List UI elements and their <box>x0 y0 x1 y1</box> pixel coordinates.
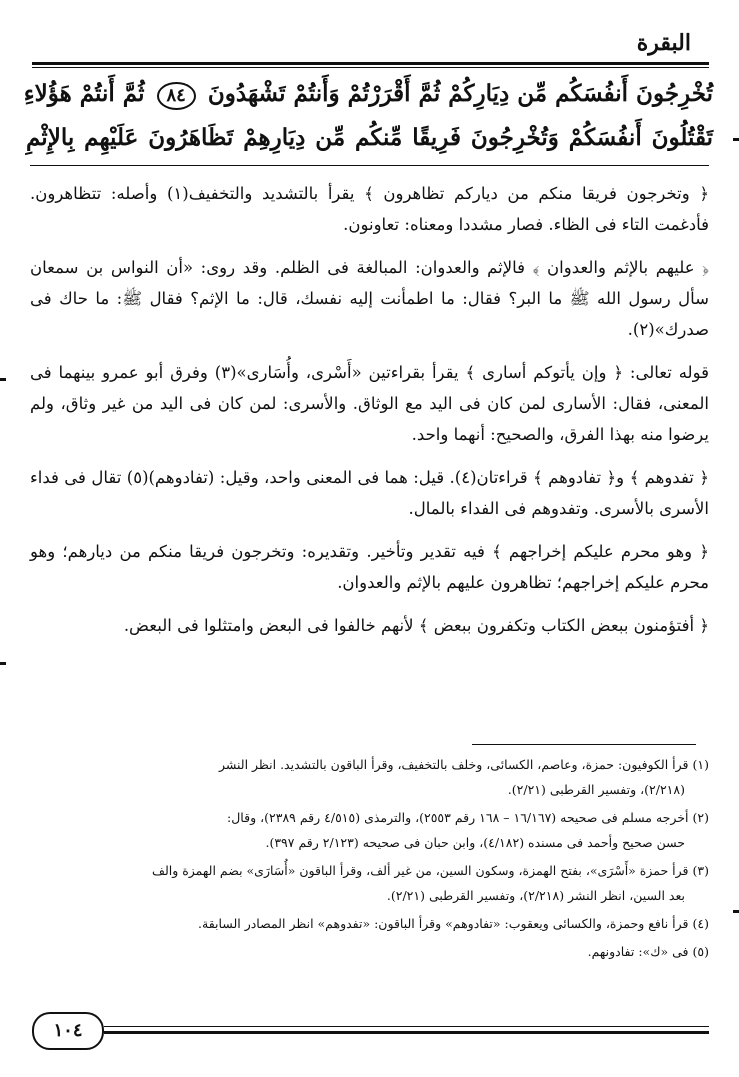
surah-title: البقرة <box>636 30 691 56</box>
footnote <box>30 911 709 936</box>
margin-mark <box>0 378 6 381</box>
margin-mark <box>0 662 6 665</box>
commentary-paragraph: قوله تعالى: ﴿ وإن يأتوكم أسارى ﴾ يقرأ بقراءتين «أَسْرى، وأُسَارى»(٣) وفرق أبو عمرو بينهما فى المعنى، فقال: الأسارى لمن كان فى اليد مع الوثاق. والأسرى: لمن كان فى اليد من غير وثاق، ولم يرضوا منه بهذا الفرق، والصحيح: أنهما واحد. <box>30 363 709 444</box>
footnote-number: (٢) <box>692 810 709 825</box>
footer-rule-thin <box>104 1026 709 1027</box>
margin-mark <box>733 910 739 913</box>
footnote <box>30 805 709 855</box>
page-number: ١٠٤ <box>32 1012 104 1050</box>
footnote-number: (١) <box>692 757 709 772</box>
commentary-paragraph: ﴿ وهو محرم عليكم إخراجهم ﴾ فيه تقدير وتأخير. وتقديره: وتخرجون فريقا منكم من ديارهم؛ وهو محرم عليكم إخراجهم؛ تظاهرون عليهم بالإثم والعدوان. <box>30 542 709 592</box>
footnote-text: فى «ك»: تفادونهم. <box>587 944 689 959</box>
verse-text: ثُمَّ أَنتُمْ هَؤُلاءِ <box>23 80 145 107</box>
verse-line-1 <box>23 72 713 116</box>
footnotes <box>30 752 709 967</box>
verse-separator <box>30 165 709 166</box>
ayah-number-badge: ٨٤ <box>157 82 196 110</box>
margin-mark <box>733 138 739 141</box>
header-rule-thin <box>32 67 709 68</box>
footnote-continuation: بعد السين، انظر النشر (٢/٢١٨)، وتفسير القرطبى (٢/٢١). <box>386 888 685 903</box>
footnote-continuation: حسن صحيح وأحمد فى مسنده (٤/١٨٢)، وابن حبان فى صحيحه (٢/١٢٣ رقم ٣٩٧). <box>265 835 685 850</box>
commentary-paragraph: ﴿ عليهم بالإثم والعدوان ﴾ فالإثم والعدوان: المبالغة فى الظلم. وقد روى: «أن النواس بن سمعان سأل رسول الله ﷺ ما البر؟ فقال: ما اطمأنت إليه نفسك، قال: ما الإثم؟ فقال ﷺ: ما حاك فى صدرك»(٢). <box>30 258 709 339</box>
footnote <box>30 939 709 964</box>
footnote-text: قرأ الكوفيون: حمزة، وعاصم، الكسائى، وخلف بالتخفيف، وقرأ الباقون بالتشديد. انظر النشر <box>218 757 689 772</box>
commentary-paragraph: ﴿ وتخرجون فريقا منكم من دياركم تظاهرون ﴾ يقرأ بالتشديد والتخفيف(١) وأصله: تتظاهرون. فأدغمت التاء فى الظاء. فصار مشددا ومعناه: تعاونون. <box>30 184 709 234</box>
footnote-text: قرأ حمزة «أَسْرَى»، بفتح الهمزة، وسكون السين، من غير ألف، وقرأ الباقون «أُسَارَى» بضم الهمزة والف <box>152 863 689 878</box>
footnote-continuation: (٢/٢١٨)، وتفسير القرطبى (٢/٢١). <box>507 782 685 797</box>
footnote <box>30 752 709 802</box>
header-rule-thick <box>32 62 709 65</box>
verse-text: تُخْرِجُونَ أَنفُسَكُم مِّن دِيَارِكُمْ ثُمَّ أَقْرَرْتُمْ وَأَنتُمْ تَشْهَدُونَ <box>207 80 713 107</box>
footnote-separator <box>472 744 696 745</box>
commentary-paragraph: ﴿ تفدوهم ﴾ و﴿ تفادوهم ﴾ قراءتان(٤). قيل: هما فى المعنى واحد، وقيل: (تفادوهم)(٥) تقال فى فداء الأسرى بالأسرى. وتفدوهم فى الفداء بالمال. <box>30 468 709 518</box>
verse-line-2: تَقْتُلُونَ أَنفُسَكُمْ وَتُخْرِجُونَ فَرِيقًا مِّنكُم مِّن دِيَارِهِمْ تَظَاهَرُونَ عَلَيْهِم بِالإِثْمِ <box>26 124 713 151</box>
commentary-paragraph: ﴿ أفتؤمنون ببعض الكتاب وتكفرون ببعض ﴾ لأنهم خالفوا فى البعض وامتثلوا فى البعض. <box>123 616 709 635</box>
footnote <box>30 858 709 908</box>
quran-verse <box>23 72 713 160</box>
footnote-text: قرأ نافع وحمزة، والكسائى ويعقوب: «تفادوهم» وقرأ الباقون: «تفدوهم» انظر المصادر السابقة. <box>198 916 689 931</box>
footnote-text: أخرجه مسلم فى صحيحه (١٦/١٦٧ – ١٦٨ رقم ٢٥٥٣)، والترمذى (٤/٥١٥ رقم ٢٣٨٩)، وقال: <box>227 810 689 825</box>
footer-rule-thick <box>104 1031 709 1034</box>
footnote-number: (٣) <box>692 863 709 878</box>
footnote-number: (٤) <box>692 916 709 931</box>
footnote-number: (٥) <box>692 944 709 959</box>
commentary <box>30 178 709 653</box>
